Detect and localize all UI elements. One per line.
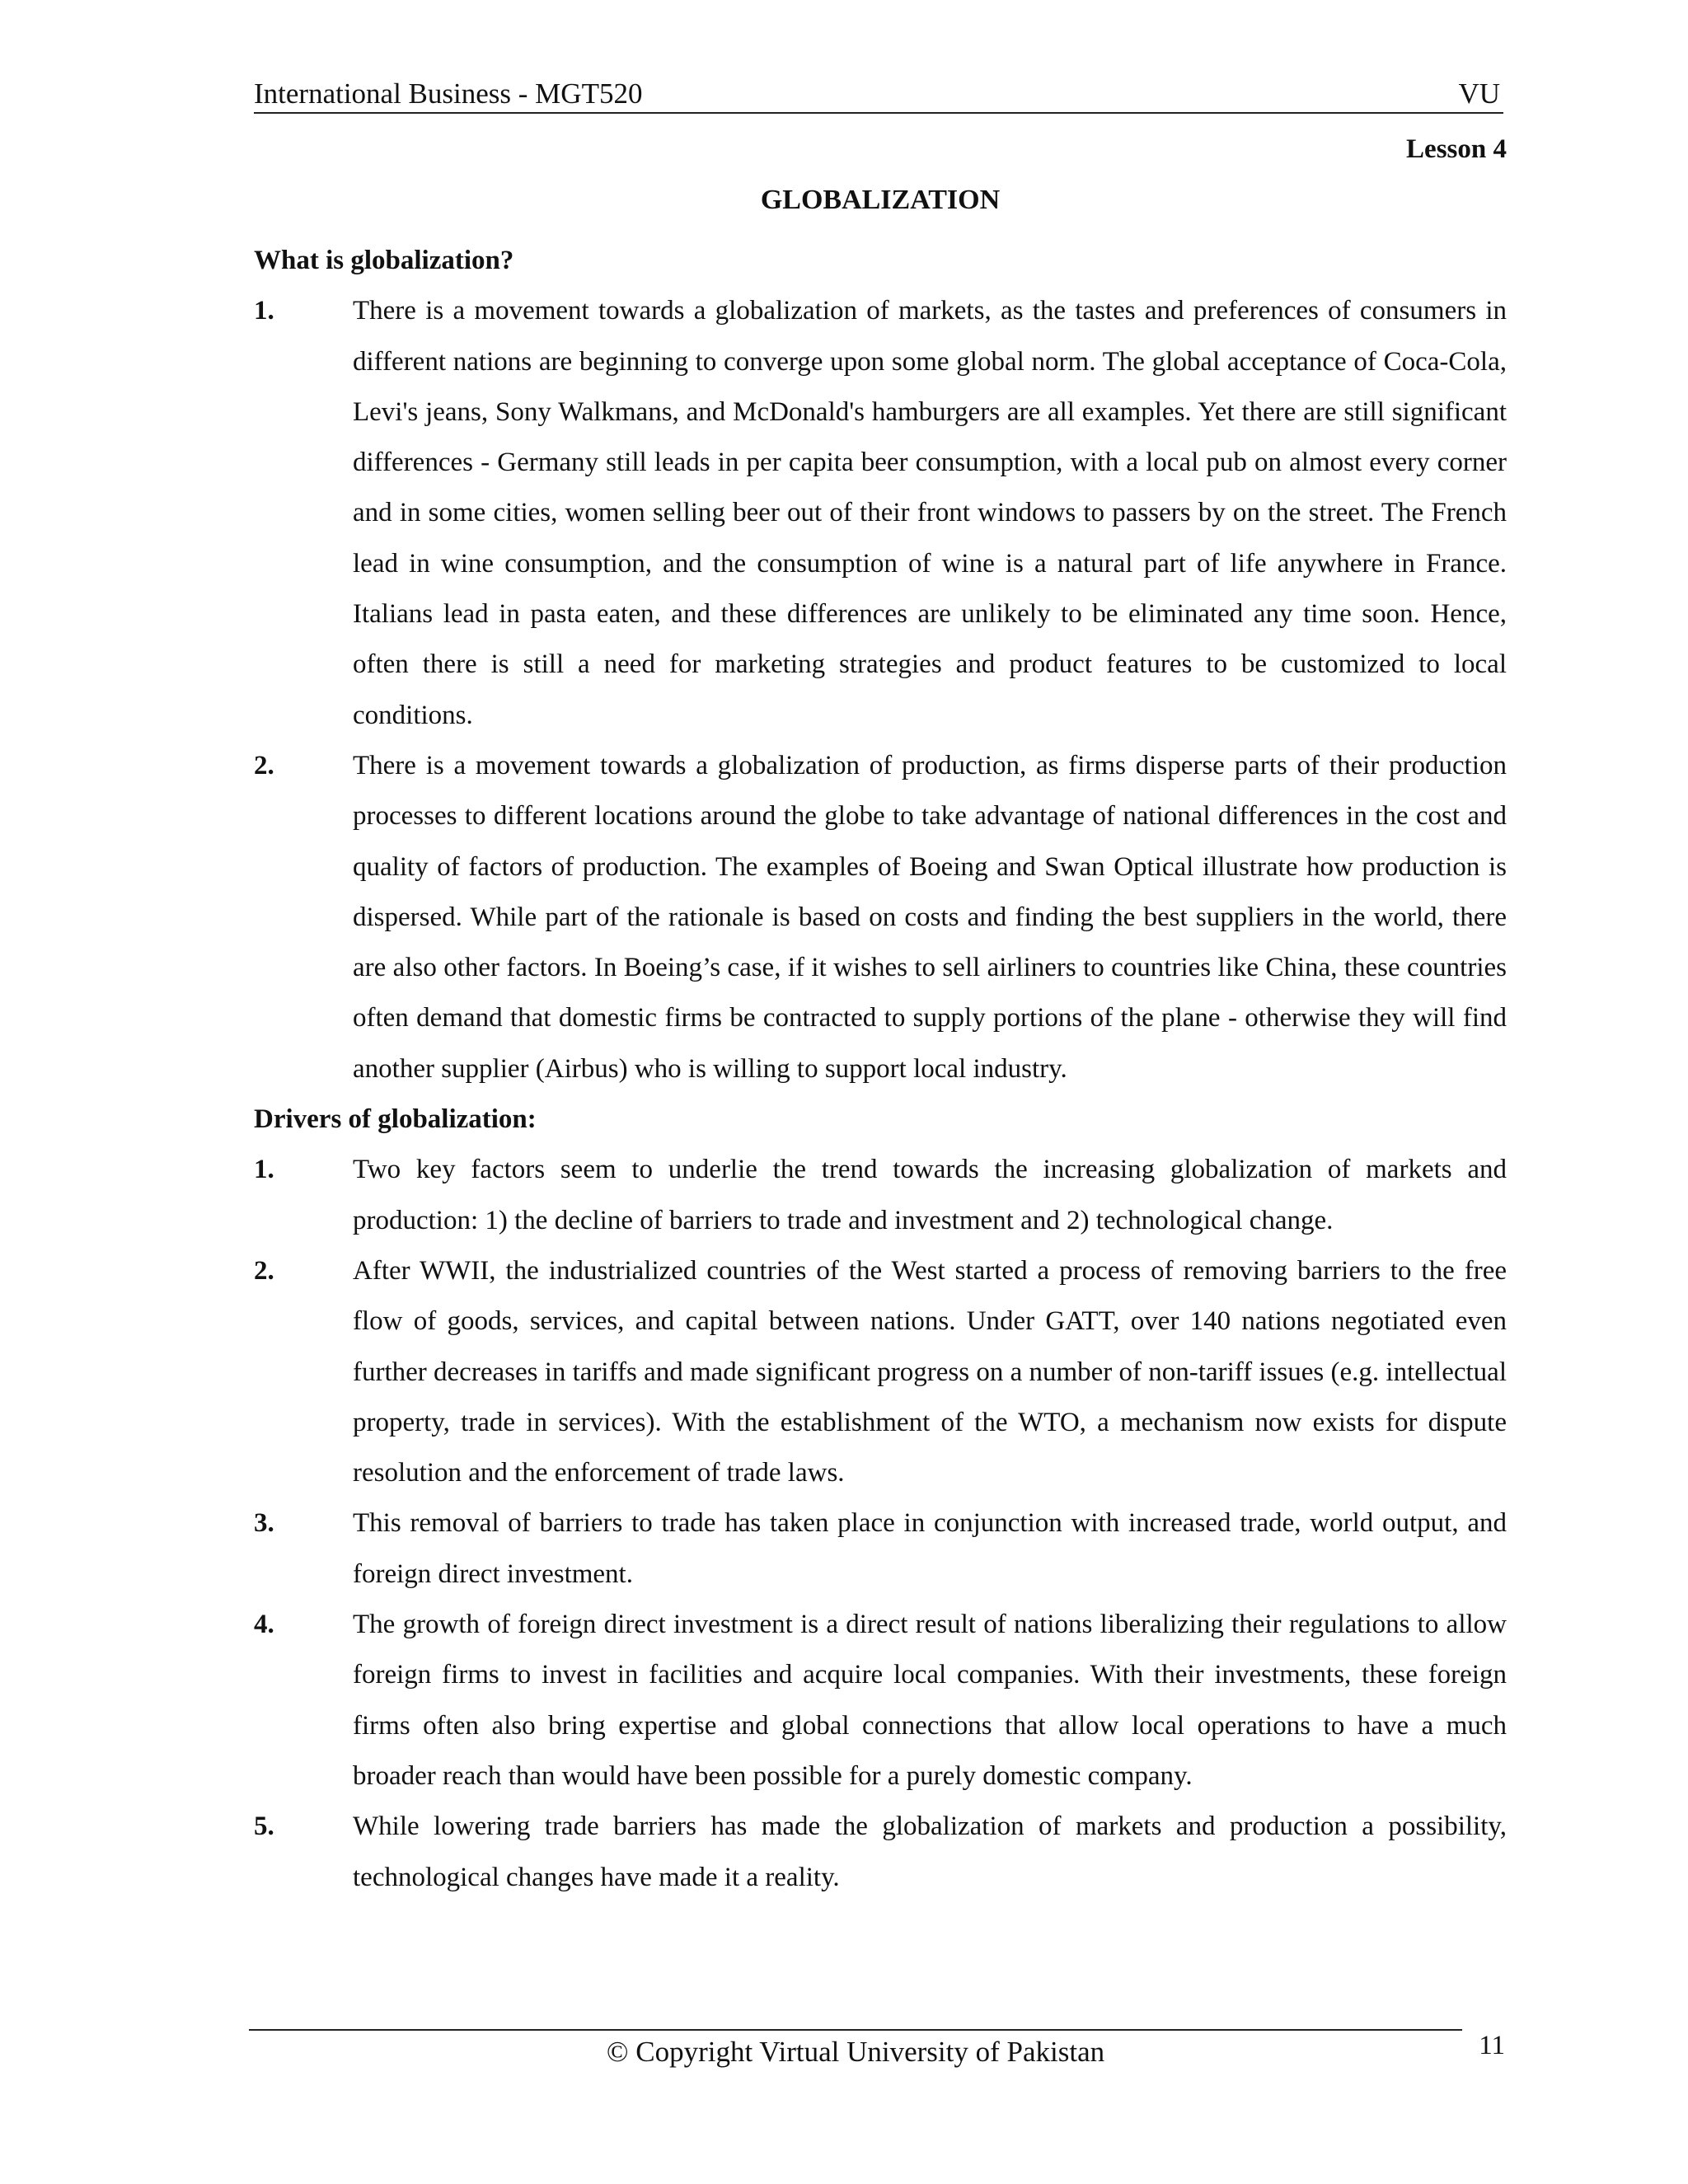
list-item <box>254 1145 1507 1246</box>
list-item <box>254 741 1507 1094</box>
list-item-number: 4. <box>254 1610 274 1640</box>
list-item <box>254 1802 1507 1903</box>
lesson-label: Lesson 4 <box>1406 134 1507 164</box>
section-heading: What is globalization? <box>254 246 514 275</box>
list-item-number: 1. <box>254 296 274 326</box>
section-heading: Drivers of globalization: <box>254 1104 537 1135</box>
copyright-notice: © Copyright Virtual University of Pakistan <box>606 2036 1105 2068</box>
page-title: GLOBALIZATION <box>760 185 1001 215</box>
list-item-text: There is a movement towards a globalization of production, as firms disperse parts of their production processes to different locations around the globe to take advantage of national differences in the cost and quality of factors of production. The examples of Boeing and Swan Optical illustrate how production is dispersed. While part of the rationale is based on costs and finding the best suppliers in the world, there are also other factors. In Boeing’s case, if it wishes to sell airliners to countries like China, these countries often demand that domestic firms be contracted to supply portions of the plane - otherwise they will find another supplier (Airbus) who is willing to support local industry. <box>353 750 1507 1084</box>
institution-label: VU <box>1458 77 1500 110</box>
list-item-text: Two key factors seem to underlie the trend towards the increasing globalization of markets and production: 1) the decline of barriers to trade and investment and 2) technological change. <box>353 1155 1507 1235</box>
list-item-number: 5. <box>254 1811 274 1842</box>
list-item-text: After WWII, the industrialized countries of the West started a process of removing barriers to the free flow of goods, services, and capital between nations. Under GATT, over 140 nations negotiated even further decreases in tariffs and made significant progress on a number of non-tariff issues (e.g. intellectual property, trade in services). With the establishment of the WTO, a mechanism now exists for dispute resolution and the enforcement of trade laws. <box>353 1255 1507 1488</box>
list-item-number: 3. <box>254 1508 274 1539</box>
list-item-text: There is a movement towards a globalization of markets, as the tastes and preferences of consumers in different nations are beginning to converge upon some global norm. The global acceptance of Coca-Cola, Levi's jeans, Sony Walkmans, and McDonald's hamburgers are all examples. Yet there are still significant differences - Germany still leads in per capita beer consumption, with a local pub on almost every corner and in some cities, women selling beer out of their front windows to passers by on the street. The French lead in wine consumption, and the consumption of wine is a natural part of life anywhere in France. Italians lead in pasta eaten, and these differences are unlikely to be eliminated any time soon. Hence, often there is still a need for marketing strategies and product features to be customized to local conditions. <box>353 296 1507 730</box>
list-item-text: While lowering trade barriers has made the globalization of markets and production a possibility, technological changes have made it a reality. <box>353 1811 1507 1892</box>
list-item-number: 1. <box>254 1155 274 1185</box>
list-item-text: The growth of foreign direct investment is a direct result of nations liberalizing their regulations to allow foreign firms to invest in facilities and acquire local companies. With their investments, these foreign firms often also bring expertise and global connections that allow local operations to have a much broader reach than would have been possible for a purely domestic company. <box>353 1610 1507 1791</box>
footer-divider <box>249 2029 1462 2031</box>
list-item-number: 2. <box>254 1255 274 1286</box>
page-header <box>254 74 1503 114</box>
list-item <box>254 1498 1507 1600</box>
page-number: 11 <box>1479 2031 1505 2060</box>
document-body <box>254 236 1507 1903</box>
list-item <box>254 1246 1507 1498</box>
course-title: International Business - MGT520 <box>254 77 643 110</box>
list-item-text: This removal of barriers to trade has taken place in conjunction with increased trade, world output, and foreign direct investment. <box>353 1508 1507 1589</box>
list-item <box>254 286 1507 741</box>
list-item-number: 2. <box>254 750 274 780</box>
list-item <box>254 1600 1507 1802</box>
